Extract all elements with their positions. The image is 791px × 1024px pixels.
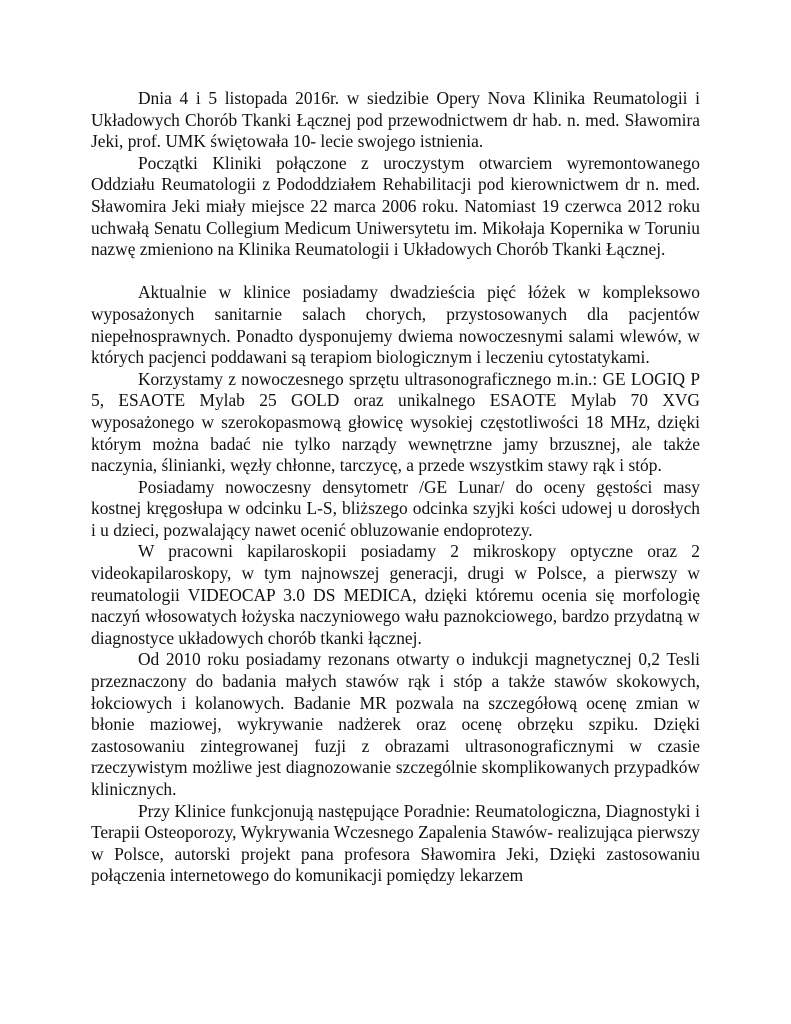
paragraph-spacer [91, 261, 700, 283]
paragraph-densitometer: Posiadamy nowoczesny densytometr /GE Lunar/ do oceny gęstości masy kostnej kręgosłupa w odcinku L-S, bliższego odcinka szyjki kości udowej u dorosłych i u dzieci, pozwalający nawet ocenić obluzowanie endoprotezy. [91, 476, 700, 540]
paragraph-anniversary: Dnia 4 i 5 listopada 2016r. w siedzibie Opery Nova Klinika Reumatologii i Układowych Chorób Tkanki Łącznej pod przewodnictwem dr hab. n. med. Sławomira Jeki, prof. UMK świętowała 10- lecie swojego istnienia. [91, 88, 700, 152]
paragraph-ultrasound: Korzystamy z nowoczesnego sprzętu ultrasonograficznego m.in.: GE LOGIQ P 5, ESAOTE Mylab 25 GOLD oraz unikalnego ESAOTE Mylab 70 XVG wyposażonego w szerokopasmową głowicę wysokiej częstotliwości 18 MHz, dzięki którym można badać nie tylko narządy wewnętrzne jamy brzusznej, ale także naczynia, ślinianki, węzły chłonne, tarczycę, a przede wszystkim stawy rąk i stóp. [91, 368, 700, 476]
paragraph-clinics: Przy Klinice funkcjonują następujące Poradnie: Reumatologiczna, Diagnostyki i Terapii Osteoporozy, Wykrywania Wczesnego Zapalenia Stawów- realizująca pierwszy w Polsce, autorski projekt pana profesora Sławomira Jeki, Dzięki zastosowaniu połączenia internetowego do komunikacji pomiędzy lekarzem [91, 800, 700, 886]
document-body [91, 88, 700, 887]
paragraph-capillaroscopy: W pracowni kapilaroskopii posiadamy 2 mikroskopy optyczne oraz 2 videokapilaroskopy, w tym najnowszej generacji, drugi w Polsce, a pierwszy w reumatologii VIDEOCAP 3.0 DS MEDICA, dzięki któremu ocenia się morfologię naczyń włosowatych łożyska naczyniowego wału paznokciowego, bardzo przydatną w diagnostyce układowych chorób tkanki łącznej. [91, 541, 700, 648]
paragraph-history: Początki Kliniki połączone z uroczystym otwarciem wyremontowanego Oddziału Reumatologii z Pododdziałem Rehabilitacji pod kierownictwem dr n. med. Sławomira Jeki miały miejsce 22 marca 2006 roku. Natomiast 19 czerwca 2012 roku uchwałą Senatu Collegium Medicum Uniwersytetu im. Mikołaja Kopernika w Toruniu nazwę zmieniono na Klinika Reumatologii i Układowych Chorób Tkanki Łącznej. [91, 152, 700, 260]
paragraph-mri: Od 2010 roku posiadamy rezonans otwarty o indukcji magnetycznej 0,2 Tesli przeznaczony do badania małych stawów rąk i stóp a także stawów skokowych, łokciowych i kolanowych. Badanie MR pozwala na szczegółową ocenę zmian w błonie maziowej, wykrywanie nadżerek oraz ocenę obrzęku szpiku. Dzięki zastosowaniu zintegrowanej fuzji z obrazami ultrasonograficznymi w czasie rzeczywistym możliwe jest diagnozowanie szczególnie skomplikowanych przypadków klinicznych. [91, 649, 700, 799]
paragraph-beds: Aktualnie w klinice posiadamy dwadzieścia pięć łóżek w kompleksowo wyposażonych sanitarnie salach chorych, przystosowanych dla pacjentów niepełnosprawnych. Ponadto dysponujemy dwiema nowoczesnymi salami wlewów, w których pacjenci poddawani są terapiom biologicznym i leczeniu cytostatykami. [91, 282, 700, 368]
